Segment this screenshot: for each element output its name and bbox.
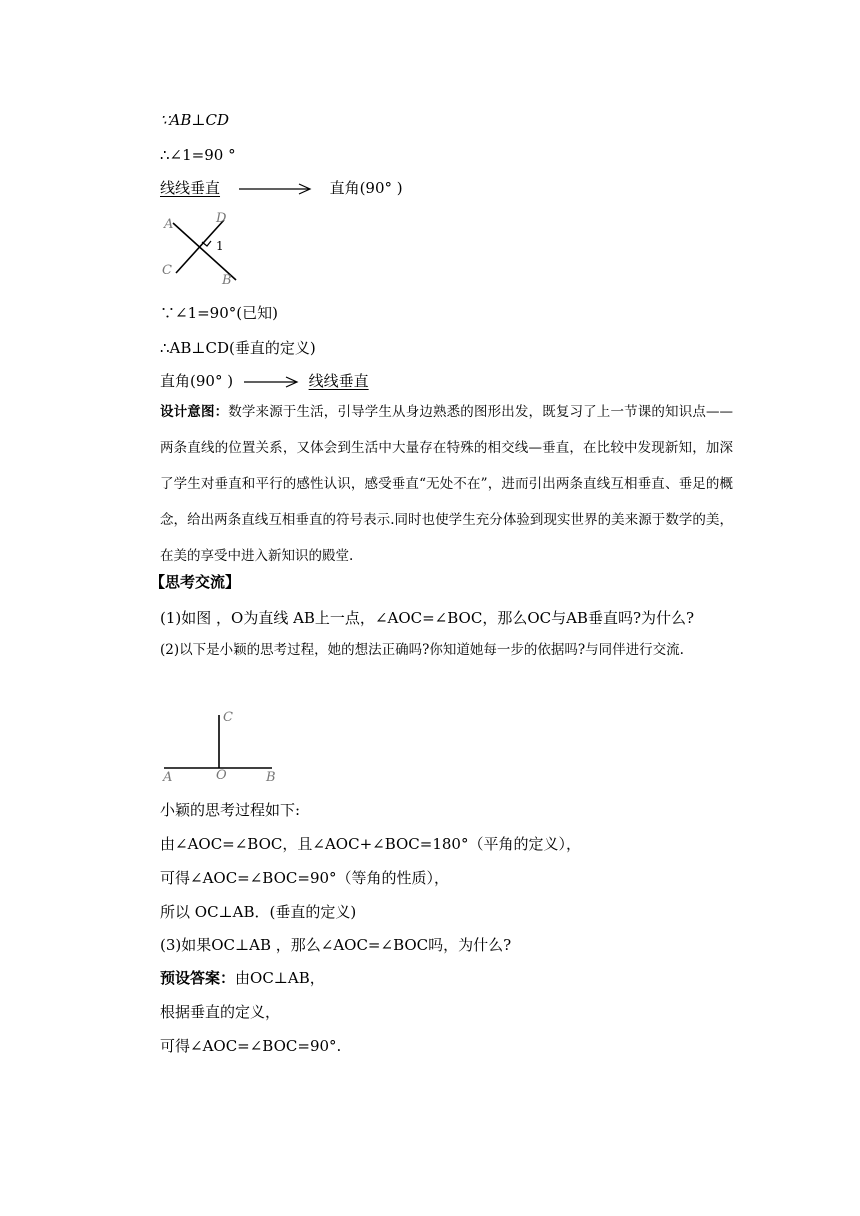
given-angle1-90: ∵∠1=90°(已知) (160, 304, 278, 322)
perpendicular-figure (160, 705, 285, 785)
answer-line-1: 由OC⊥AB， (235, 969, 325, 987)
implication-row-1 (160, 178, 403, 198)
answer-line-2: 根据垂直的定义， (160, 1003, 281, 1021)
right-angle-term: 直角(90° ) (329, 179, 403, 197)
given-ab-perp-cd: ∵AB⊥CD (160, 111, 230, 129)
label-D: D (216, 211, 227, 226)
preset-answer-label: 预设答案： (160, 969, 236, 987)
label-B: B (222, 273, 232, 288)
design-intention-paragraph (160, 394, 733, 574)
label-A: A (163, 770, 173, 785)
question-3: (3)如果OC⊥AB ，那么∠AOC=∠BOC吗，为什么? (160, 936, 512, 954)
answer-line-3: 可得∠AOC=∠BOC=90°. (160, 1037, 342, 1055)
label-O: O (216, 768, 227, 783)
perpendicular-lines-term: 线线垂直 (160, 179, 221, 197)
thinking-step-2: 可得∠AOC=∠BOC=90°（等角的性质）， (160, 869, 450, 887)
thinking-step-1: 由∠AOC=∠BOC，且∠AOC+∠BOC=180°（平角的定义）， (160, 835, 581, 853)
design-intention-text: 数学来源于生活，引导学生从身边熟悉的图形出发，既复习了上一节课的知识点——两条直线的位置关系，又体会到生活中大量存在特殊的相交线—垂直，在比较中发现新知，加深了学生对垂直和平行的感性认识，感受垂直“无处不在”，进而引出两条直线互相垂直、垂足的概念，给出两条直线互相垂直的符号表示.同时也使学生充分体验到现实世界的美来源于数学的美，在美的享受中进入新知识的殿堂. (160, 404, 733, 564)
question-2: (2)以下是小颖的思考过程，她的想法正确吗?你知道她每一步的依据吗?与同伴进行交流. (160, 642, 684, 658)
therefore-ab-perp-cd: ∴AB⊥CD(垂直的定义) (160, 339, 316, 357)
perpendicular-lines-term: 线线垂直 (308, 372, 369, 390)
label-A: A (164, 217, 174, 232)
implication-row-2 (160, 371, 369, 391)
question-1: (1)如图 ，O为直线 AB上一点，∠AOC=∠BOC，那么OC与AB垂直吗?为什么? (160, 609, 695, 627)
right-arrow-icon (239, 182, 313, 196)
preset-answer-row (160, 968, 325, 988)
label-B: B (266, 770, 276, 785)
thinking-step-3: 所以 OC⊥AB．(垂直的定义) (160, 903, 357, 921)
label-C: C (162, 263, 172, 278)
right-arrow-icon (244, 375, 300, 389)
think-discuss-heading: 【思考交流】 (150, 573, 241, 591)
right-angle-term: 直角(90° ) (160, 372, 234, 390)
label-angle-1: 1 (216, 239, 224, 253)
design-intention-label: 设计意图： (160, 404, 229, 420)
intersecting-lines-figure (158, 208, 248, 290)
thinking-process-intro: 小颖的思考过程如下: (160, 801, 301, 819)
therefore-angle1-90: ∴∠1=90 ° (160, 146, 236, 164)
label-C: C (223, 710, 233, 725)
